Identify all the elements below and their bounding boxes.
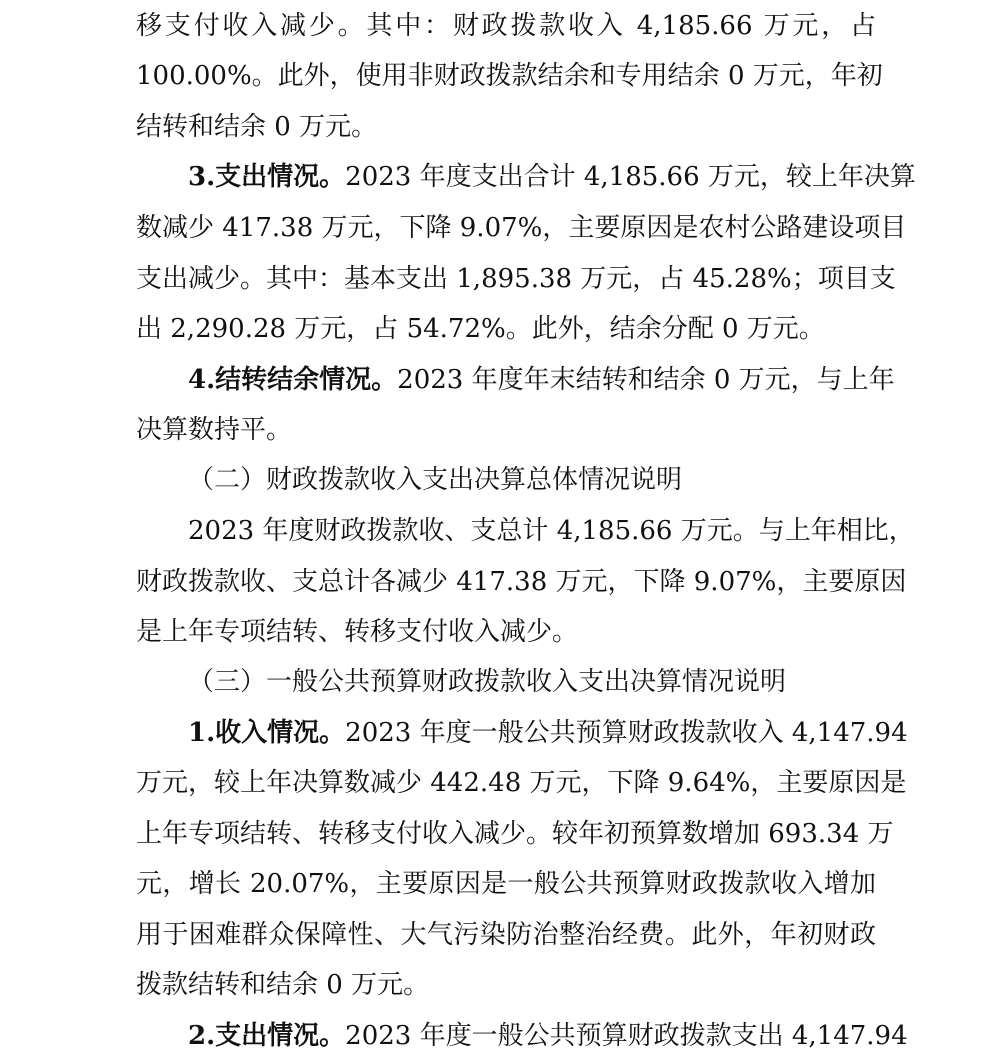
text-line: 结转和结余 0 万元。: [136, 112, 378, 142]
text-line: 上年专项结转、转移支付收入减少。较年初预算数增加 693.34 万: [136, 819, 894, 849]
text-line: 100.00%。此外，使用非财政拨款结余和专用结余 0 万元，年初: [136, 61, 883, 91]
text-line: 万元，较上年决算数减少 442.48 万元，下降 9.64%，主要原因是: [136, 768, 907, 798]
text-line: 支出减少。其中：基本支出 1,895.38 万元，占 45.28%；项目支: [136, 264, 896, 294]
paragraph-first-line: [188, 716, 908, 750]
text-span: 2023 年度支出合计 4,185.66 万元，较上年决算: [345, 162, 916, 192]
text-span: 2023 年度一般公共预算财政拨款支出 4,147.94: [345, 1021, 908, 1051]
paragraph-first-line: 2023 年度财政拨款收、支总计 4,185.66 万元。与上年相比，: [188, 516, 915, 546]
text-line: 数减少 417.38 万元，下降 9.07%，主要原因是农村公路建设项目: [136, 213, 907, 243]
section-heading: 2.支出情况。: [188, 1021, 346, 1051]
text-line: 元，增长 20.07%，主要原因是一般公共预算财政拨款收入增加: [136, 869, 876, 899]
paragraph-first-line: [188, 363, 895, 397]
text-line: 拨款结转和结余 0 万元。: [136, 970, 430, 1000]
section-heading: 4.结转结余情况。: [188, 365, 398, 395]
paragraph-first-line: [188, 160, 916, 194]
text-line: 财政拨款收、支总计各减少 417.38 万元，下降 9.07%，主要原因: [136, 567, 907, 597]
text-line: 用于困难群众保障性、大气污染防治整治经费。此外，年初财政: [136, 920, 876, 950]
text-span: 2023 年度一般公共预算财政拨款收入 4,147.94: [345, 718, 908, 748]
text-line: 决算数持平。: [136, 415, 293, 445]
text-line: 移支付收入减少。其中：财政拨款收入 4,185.66 万元，占: [136, 11, 876, 41]
section-heading: 3.支出情况。: [188, 162, 346, 192]
section-heading: 1.收入情况。: [188, 718, 346, 748]
text-line: 出 2,290.28 万元，占 54.72%。此外，结余分配 0 万元。: [136, 314, 825, 344]
section-title: （二）财政拨款收入支出决算总体情况说明: [188, 465, 683, 495]
paragraph-first-line: [188, 1019, 908, 1053]
text-line: 是上年专项结转、转移支付收入减少。: [136, 617, 579, 647]
text-span: 2023 年度年末结转和结余 0 万元，与上年: [397, 365, 895, 395]
section-title: （三）一般公共预算财政拨款收入支出决算情况说明: [188, 667, 787, 697]
